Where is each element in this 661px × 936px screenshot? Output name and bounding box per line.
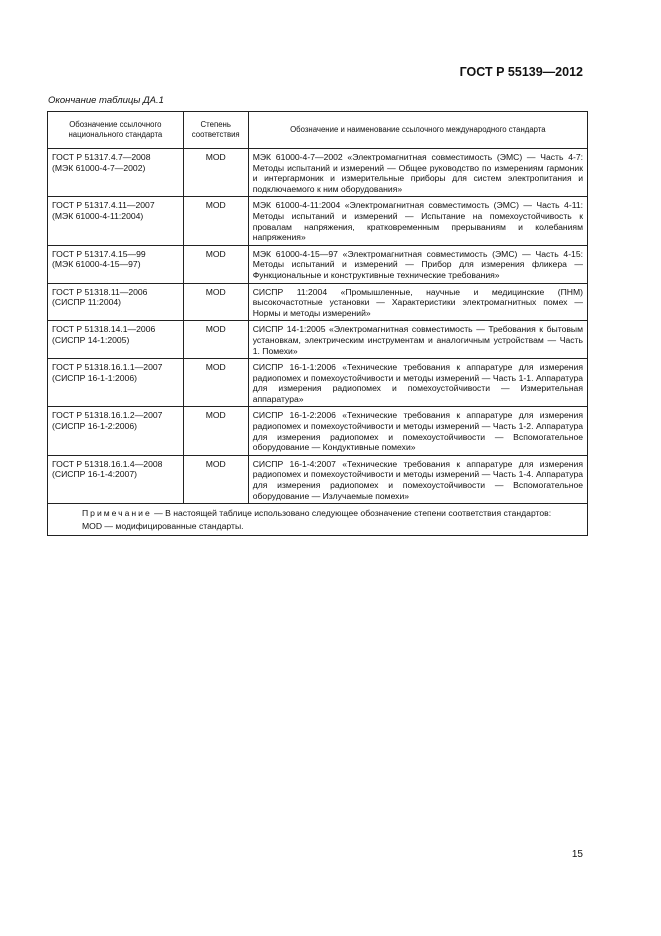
table-row	[48, 321, 588, 359]
international-standard-cell: СИСПР 16-1-2:2006 «Технические требования к аппаратуре для измерения радиопомех и помехоустойчивости и методы измерений — Часть 1-2. Аппаратура для измерения радиопомех и помехоустойчивости — Вспомогательное оборудование — Кондуктивные помехи»	[248, 407, 587, 455]
international-standard-cell: СИСПР 14-1:2005 «Электромагнитная совместимость — Требования к бытовым установкам, электрическим инструментам и аналогичным устройствам — Часть 1. Помехи»	[248, 321, 587, 359]
degree-cell: MOD	[183, 149, 248, 197]
degree-cell: MOD	[183, 359, 248, 407]
table-note-row	[48, 504, 588, 536]
national-standard-cell: ГОСТ Р 51318.16.1.2—2007 (СИСПР 16-1-2:2006)	[48, 407, 184, 455]
column-header-national: Обозначение ссылочного национального стандарта	[48, 112, 184, 149]
national-standard-cell: ГОСТ Р 51317.4.11—2007 (МЭК 61000-4-11:2004)	[48, 197, 184, 245]
table-row	[48, 359, 588, 407]
table-row	[48, 283, 588, 321]
national-standard-cell: ГОСТ Р 51317.4.15—99 (МЭК 61000-4-15—97)	[48, 245, 184, 283]
degree-cell: MOD	[183, 197, 248, 245]
note-paragraph	[52, 507, 583, 520]
international-standard-cell: МЭК 61000-4-7—2002 «Электромагнитная совместимость (ЭМС) — Часть 4-7: Методы испытаний и измерений — Общее руководство по измерениям гармоник и интергармоник и измерительные приборы для систем электропитания и подключаемого к ним оборудования»	[248, 149, 587, 197]
national-standard-cell: ГОСТ Р 51318.16.1.1—2007 (СИСПР 16-1-1:2006)	[48, 359, 184, 407]
degree-cell: MOD	[183, 245, 248, 283]
table-row	[48, 245, 588, 283]
international-standard-cell: СИСПР 11:2004 «Промышленные, научные и медицинские (ПНМ) высокочастотные установки — Характеристики электромагнитных помех — Нормы и методы измерений»	[248, 283, 587, 321]
column-header-international: Обозначение и наименование ссылочного международного стандарта	[248, 112, 587, 149]
international-standard-cell: МЭК 61000-4-15—97 «Электромагнитная совместимость (ЭМС) — Часть 4-15: Методы испытаний и измерений — Прибор для измерения фликера — Функциональные и конструктивные технические требования»	[248, 245, 587, 283]
table-caption: Окончание таблицы ДА.1	[48, 95, 164, 106]
document-id: ГОСТ Р 55139—2012	[459, 65, 583, 79]
column-header-degree: Степень соответствия	[183, 112, 248, 149]
note-legend: MOD — модифицированные стандарты.	[82, 521, 244, 532]
national-standard-cell: ГОСТ Р 51318.11—2006 (СИСПР 11:2004)	[48, 283, 184, 321]
table-header-row	[48, 112, 588, 149]
table-note	[48, 504, 588, 536]
table-row	[48, 149, 588, 197]
international-standard-cell: МЭК 61000-4-11:2004 «Электромагнитная совместимость (ЭМС) — Часть 4-11: Методы испытаний и измерений — Испытание на помехоустойчивость к провалам напряжения, кратковременным прерываниям и колебаниям напряжения»	[248, 197, 587, 245]
note-label: Примечание	[82, 508, 152, 519]
table-row	[48, 407, 588, 455]
reference-standards-table	[47, 111, 588, 536]
national-standard-cell: ГОСТ Р 51318.14.1—2006 (СИСПР 14-1:2005)	[48, 321, 184, 359]
international-standard-cell: СИСПР 16-1-1:2006 «Технические требования к аппаратуре для измерения радиопомех и помехоустойчивости и методы измерений — Часть 1-1. Аппаратура для измерения радиопомех и помехоустойчивости — Измерительная аппаратура»	[248, 359, 587, 407]
degree-cell: MOD	[183, 455, 248, 503]
international-standard-cell: СИСПР 16-1-4:2007 «Технические требования к аппаратуре для измерения радиопомех и помехоустойчивости и методы измерений — Часть 1-4. Аппаратура для измерения радиопомех и помехоустойчивости — Вспомогательное оборудование — Излучаемые помехи»	[248, 455, 587, 503]
degree-cell: MOD	[183, 321, 248, 359]
note-text: — В настоящей таблице использовано следующее обозначение степени соответствия стандартов:	[154, 508, 552, 519]
table-row	[48, 197, 588, 245]
national-standard-cell: ГОСТ Р 51317.4.7—2008 (МЭК 61000-4-7—2002)	[48, 149, 184, 197]
degree-cell: MOD	[183, 283, 248, 321]
national-standard-cell: ГОСТ Р 51318.16.1.4—2008 (СИСПР 16-1-4:2007)	[48, 455, 184, 503]
table-row	[48, 455, 588, 503]
page-number: 15	[571, 849, 583, 860]
degree-cell: MOD	[183, 407, 248, 455]
